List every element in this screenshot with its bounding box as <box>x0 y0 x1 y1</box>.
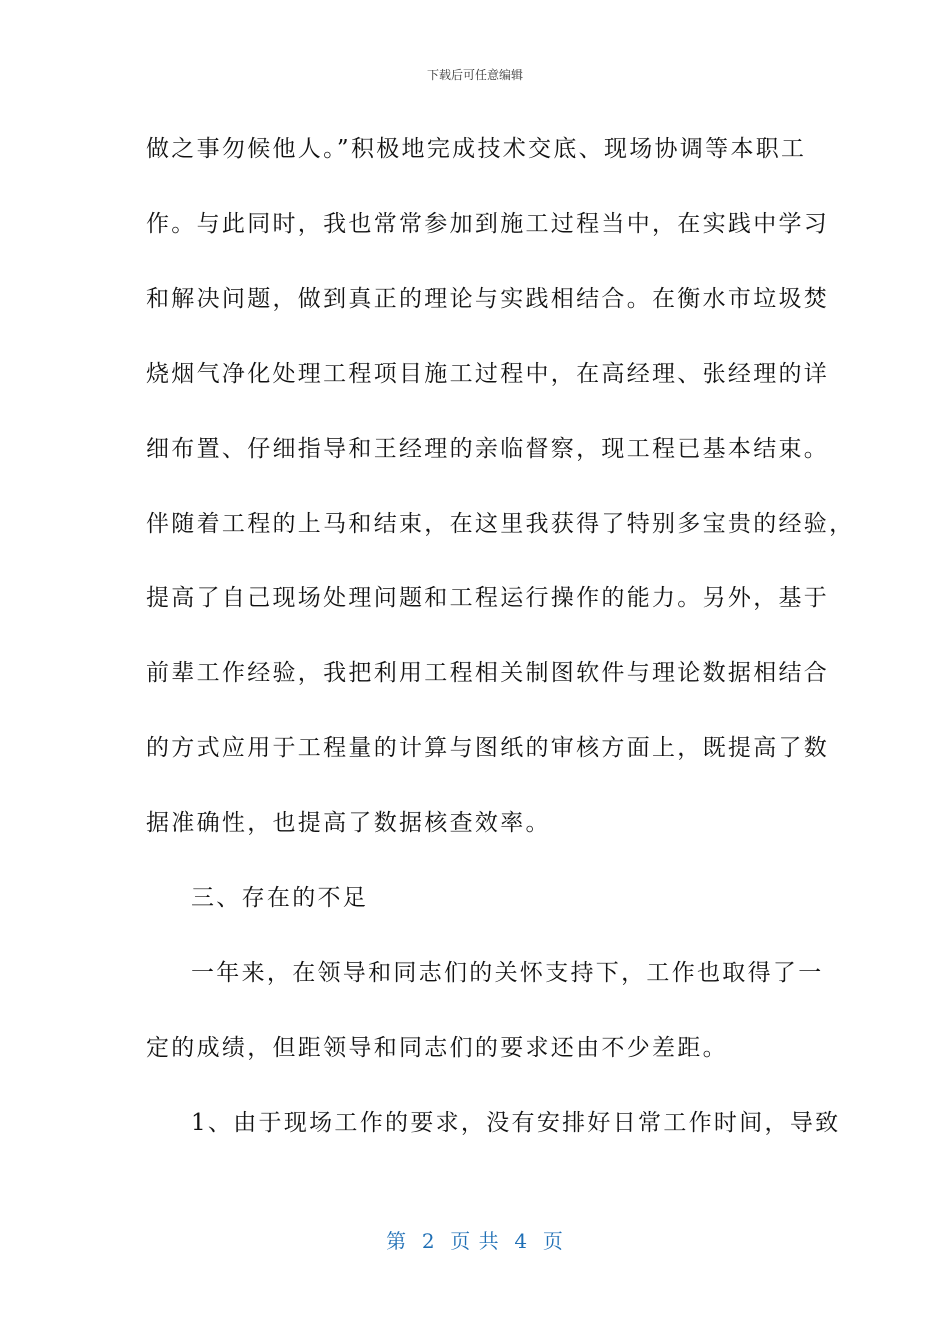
text-line: 定的成绩，但距领导和同志们的要求还由不少差距。 <box>146 1035 728 1061</box>
text-line: 提高了自己现场处理问题和工程运行操作的能力。另外，基于 <box>146 585 830 611</box>
text-line: 一年来，在领导和同志们的关怀支持下，工作也取得了一 <box>191 960 824 986</box>
text-line: 1、由于现场工作的要求，没有安排好日常工作时间，导致 <box>191 1110 841 1136</box>
text-line: 细布置、仔细指导和王经理的亲临督察，现工程已基本结束。 <box>146 436 830 462</box>
section-heading: 三、存在的不足 <box>191 885 369 911</box>
text-line: 作。与此同时，我也常常参加到施工过程当中，在实践中学习 <box>146 211 830 237</box>
text-line: 烧烟气净化处理工程项目施工过程中，在高经理、张经理的详 <box>146 361 830 387</box>
text-line: 的方式应用于工程量的计算与图纸的审核方面上，既提高了数 <box>146 735 830 761</box>
text-line: 伴随着工程的上马和结束，在这里我获得了特别多宝贵的经验， <box>146 511 855 537</box>
text-line: 做之事勿候他人。”积极地完成技术交底、现场协调等本职工 <box>146 136 807 162</box>
page-header: 下载后可任意编辑 <box>426 68 523 82</box>
text-line: 和解决问题，做到真正的理论与实践相结合。在衡水市垃圾焚 <box>146 286 830 312</box>
page-number-footer: 第 2 页 共 4 页 <box>386 1229 564 1253</box>
text-line: 前辈工作经验，我把利用工程相关制图软件与理论数据相结合 <box>146 660 830 686</box>
text-line: 据准确性，也提高了数据核查效率。 <box>146 810 551 836</box>
